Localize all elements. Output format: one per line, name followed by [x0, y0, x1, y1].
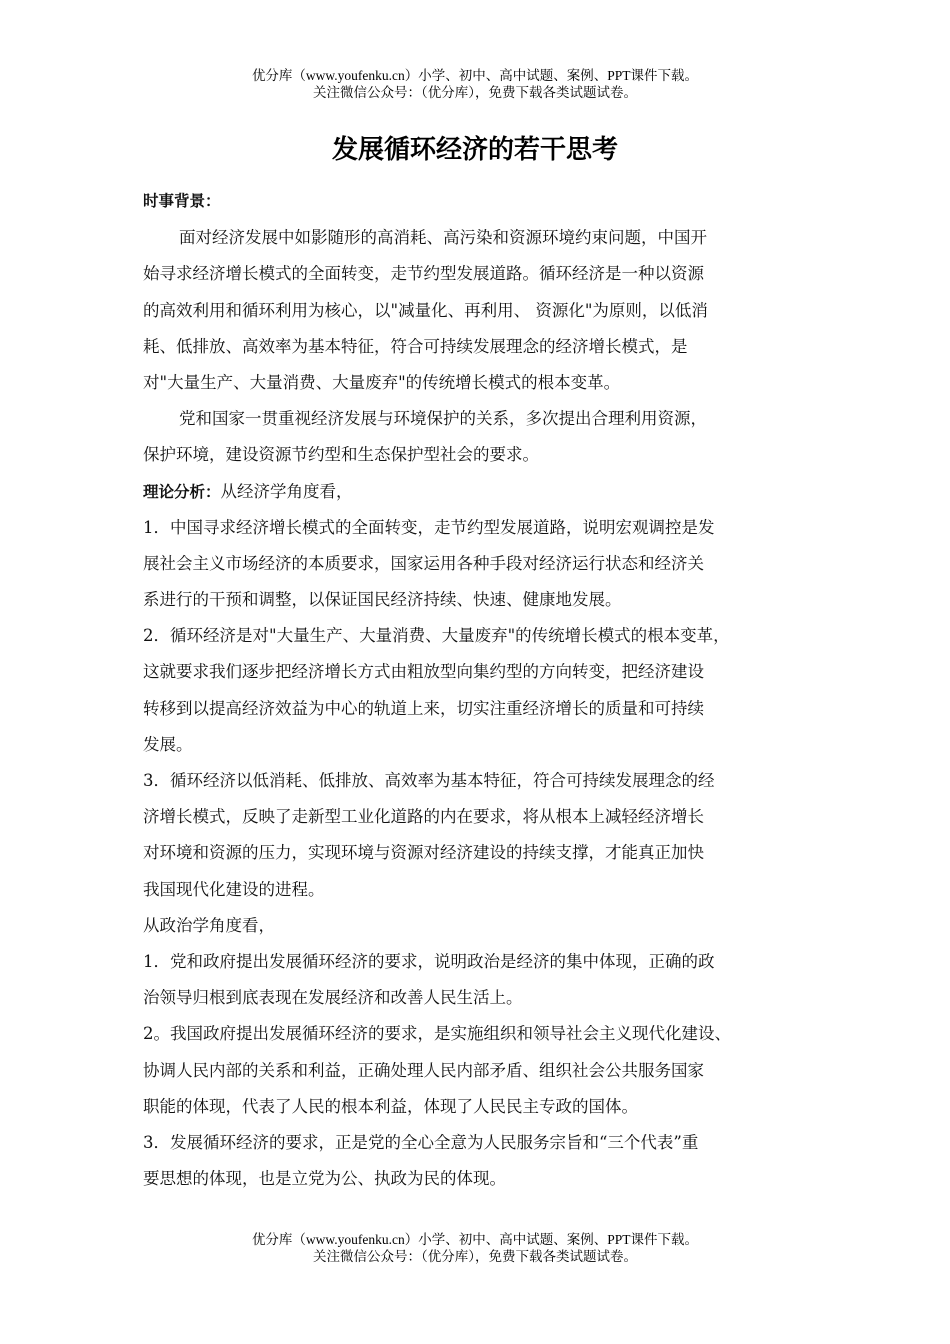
analysis-heading: 理论分析：	[143, 482, 221, 501]
paragraph-line: 耗、低排放、高效率为基本特征，符合可持续发展理念的经济增长模式，是	[143, 336, 688, 356]
list-item-line: 发展。	[143, 734, 193, 754]
paragraph-line: 党和国家一贯重视经济发展与环境保护的关系，多次提出合理利用资源，	[179, 409, 707, 429]
list-item-line: 协调人民内部的关系和利益，正确处理人民内部矛盾、组织社会公共服务国家	[143, 1060, 704, 1080]
list-item-line: 1．党和政府提出发展循环经济的要求，说明政治是经济的集中体现，正确的政	[143, 951, 715, 971]
analysis-heading-line	[143, 478, 823, 514]
politics-intro: 从政治学角度看，	[143, 915, 275, 935]
list-item-line: 转移到以提高经济效益为中心的轨道上来，切实注重经济增长的质量和可持续	[143, 698, 704, 718]
paragraph-line: 的高效利用和循环利用为核心，以"减量化、再利用、 资源化"为原则，以低消	[143, 300, 708, 320]
paragraph-line: 面对经济发展中如影随形的高消耗、高污染和资源环境约束问题，中国开	[179, 228, 707, 248]
footer-line-1: 优分库（www.youfenku.cn）小学、初中、高中试题、案例、PPT课件下载。	[251, 1232, 699, 1247]
list-item-line: 系进行的干预和调整，以保证国民经济持续、快速、健康地发展。	[143, 590, 622, 610]
list-item-line: 我国现代化建设的进程。	[143, 879, 325, 899]
paragraph-line: 始寻求经济增长模式的全面转变，走节约型发展道路。循环经济是一种以资源	[143, 264, 704, 284]
footer-line-2: 关注微信公众号：（优分库），免费下载各类试题试卷。	[313, 1249, 637, 1264]
list-item-line: 济增长模式，反映了走新型工业化道路的内在要求，将从根本上减轻经济增长	[143, 807, 704, 827]
list-item-line: 要思想的体现，也是立党为公、执政为民的体现。	[143, 1169, 506, 1189]
header-line-2: 关注微信公众号：（优分库），免费下载各类试题试卷。	[313, 85, 637, 100]
econ-intro: 从经济学角度看，	[220, 481, 353, 501]
list-item-line: 2。我国政府提出发展循环经济的要求，是实施组织和领导社会主义现代化建设、	[143, 1024, 731, 1044]
page-footer	[0, 1231, 950, 1265]
document-body	[143, 188, 823, 1201]
list-item-line: 1．中国寻求经济增长模式的全面转变，走节约型发展道路，说明宏观调控是发	[143, 517, 715, 537]
list-item-line: 对环境和资源的压力，实现环境与资源对经济建设的持续支撑，才能真正加快	[143, 843, 704, 863]
header-line-1: 优分库（www.youfenku.cn）小学、初中、高中试题、案例、PPT课件下载。	[251, 68, 699, 83]
list-item-line: 3．循环经济以低消耗、低排放、高效率为基本特征，符合可持续发展理念的经	[143, 771, 715, 790]
page-header	[0, 67, 950, 101]
list-item-line: 2．循环经济是对"大量生产、大量消费、大量废弃"的传统增长模式的根本变革，	[143, 626, 730, 646]
background-heading: 时事背景：	[143, 192, 221, 210]
list-item-line: 这就要求我们逐步把经济增长方式由粗放型向集约型的方向转变，把经济建设	[143, 662, 704, 682]
list-item-line: 治领导归根到底表现在发展经济和改善人民生活上。	[143, 988, 523, 1008]
paragraph-line: 保护环境，建设资源节约型和生态保护型社会的要求。	[143, 445, 539, 465]
list-item-line: 3．发展循环经济的要求，正是党的全心全意为人民服务宗旨和“三个代表”重	[143, 1132, 699, 1152]
list-item-line: 展社会主义市场经济的本质要求，国家运用各种手段对经济运行状态和经济关	[143, 553, 704, 573]
paragraph-line: 对"大量生产、大量消费、大量废弃"的传统增长模式的根本变革。	[143, 372, 621, 392]
list-item-line: 职能的体现，代表了人民的根本利益，体现了人民民主专政的国体。	[143, 1096, 638, 1116]
document-title: 发展循环经济的若干思考	[331, 135, 618, 165]
